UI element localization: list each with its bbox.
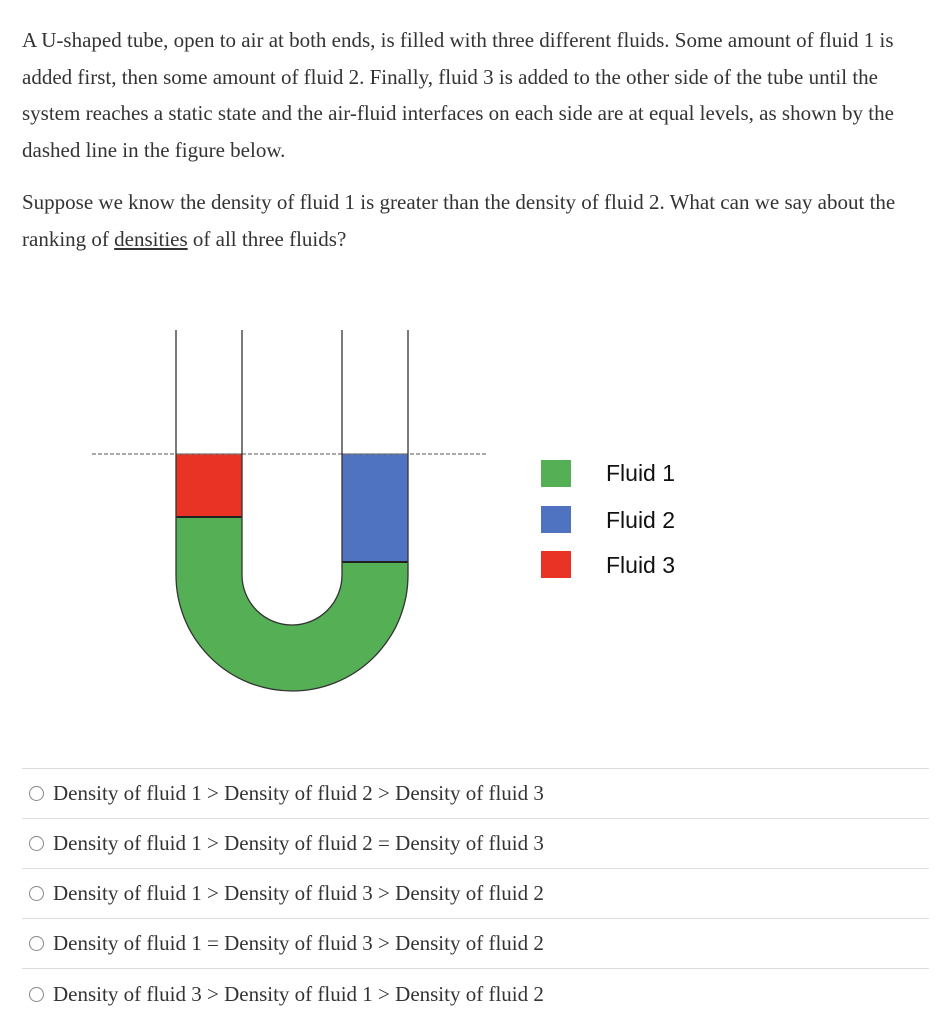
fluid-3-region	[176, 454, 242, 517]
u-tube-figure	[0, 300, 950, 720]
radio-button[interactable]	[29, 786, 44, 801]
legend-swatch-fluid-3	[541, 551, 571, 578]
legend-label-fluid-2: Fluid 2	[606, 507, 676, 533]
answer-choice-3[interactable]	[22, 868, 929, 918]
legend-swatch-fluid-1	[541, 460, 571, 487]
answer-choice-label: Density of fluid 1 > Density of fluid 2 = Density of fluid 3	[53, 831, 544, 855]
answer-choice-4[interactable]	[22, 918, 929, 968]
answer-choice-label: Density of fluid 1 > Density of fluid 2 > Density of fluid 3	[53, 781, 544, 805]
legend-swatch-fluid-2	[541, 506, 571, 533]
legend	[541, 460, 675, 578]
legend-label-fluid-3: Fluid 3	[606, 552, 676, 578]
question-paragraph-1: A U-shaped tube, open to air at both ends, is filled with three different fluids. Some amount of fluid 1 is added first, then some amount of fluid 2. Finally, fluid 3 is added to the other side of the tube until the system reaches a static state and the air-fluid interfaces on each side are at equal levels, as shown by the dashed line in the figure below.	[22, 28, 894, 162]
question-paragraph-2-start: Suppose we know the density of fluid 1 is greater than the density of fluid 2. What can we say about the ranking of	[22, 190, 896, 251]
answer-choice-label: Density of fluid 1 = Density of fluid 3 > Density of fluid 2	[53, 931, 544, 955]
answer-choice-label: Density of fluid 1 > Density of fluid 3 > Density of fluid 2	[53, 881, 544, 905]
answer-choices	[22, 768, 929, 1019]
answer-choice-5[interactable]	[22, 968, 929, 1019]
answer-choice-2[interactable]	[22, 818, 929, 868]
answer-choice-1[interactable]	[22, 768, 929, 818]
radio-button[interactable]	[29, 936, 44, 951]
densities-underlined: densities	[114, 226, 188, 251]
answer-choice-label: Density of fluid 3 > Density of fluid 1 > Density of fluid 2	[53, 981, 544, 1006]
question-text	[22, 22, 932, 257]
legend-label-fluid-1: Fluid 1	[606, 460, 676, 486]
u-tube-diagram	[0, 300, 950, 720]
radio-button[interactable]	[29, 836, 44, 851]
radio-button[interactable]	[29, 886, 44, 901]
question-paragraph-2-end: of all three fluids?	[187, 226, 347, 251]
question-paragraph-2	[22, 184, 932, 257]
fluid-2-region	[342, 454, 408, 562]
radio-button[interactable]	[29, 987, 44, 1002]
